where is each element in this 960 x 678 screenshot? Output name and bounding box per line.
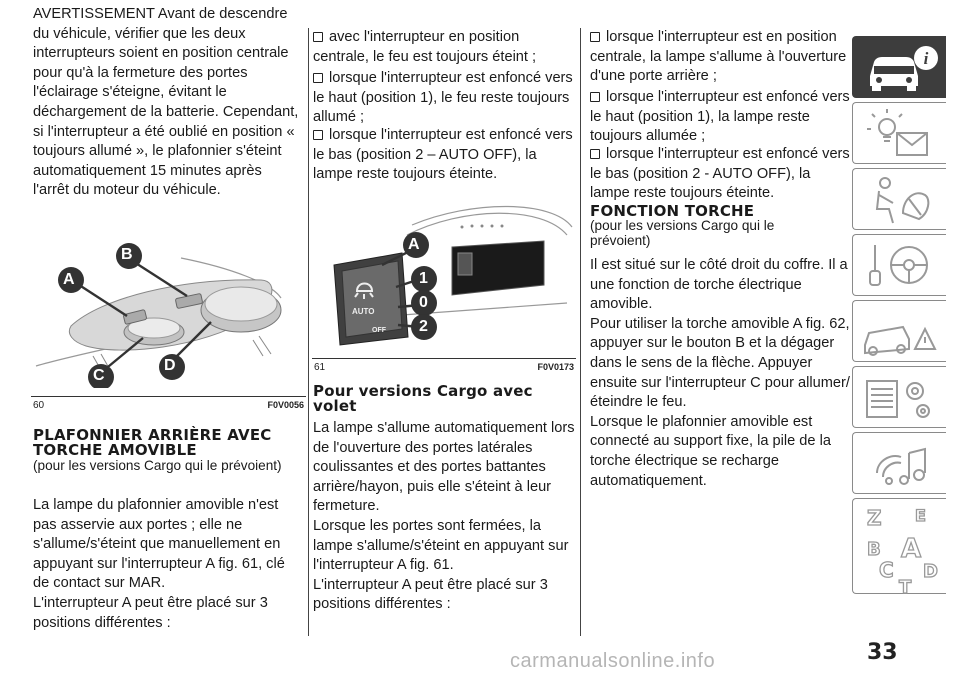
figure-61-number: 61: [314, 362, 326, 373]
checkbox-icon: [313, 32, 323, 42]
bullet-item: lorsque l'interrupteur est enfoncé vers le haut (position 1), le feu reste toujours allumé ;: [313, 70, 573, 126]
svg-text:i: i: [923, 49, 929, 68]
checkbox-icon: [590, 32, 600, 42]
callout-0: 0: [419, 294, 428, 311]
figure-61: [312, 195, 577, 353]
figure-60: [31, 238, 306, 388]
index-letter: C: [879, 558, 894, 582]
maintenance-icon: [853, 367, 947, 429]
index-letter: T: [899, 577, 912, 595]
bullet-item: lorsque l'interrupteur est enfoncé vers le bas (position 2 – AUTO OFF), la lampe reste toujours éteinte.: [313, 127, 573, 183]
figure-61-rule: [312, 358, 576, 359]
watermark: carmanualsonline.info: [510, 650, 716, 672]
checkbox-icon: [313, 130, 323, 140]
bullet-item: avec l'interrupteur en position centrale, le feu est toujours éteint ;: [313, 29, 537, 65]
tab-key-steering[interactable]: [852, 234, 946, 296]
index-letter: D: [923, 561, 938, 582]
tab-safety[interactable]: [852, 168, 946, 230]
bullet-item: lorsque l'interrupteur est enfoncé vers le haut (position 1), la lampe reste toujours allumée ;: [590, 89, 850, 145]
figure-61-code: F0V0173: [537, 362, 574, 372]
tab-emergency[interactable]: [852, 300, 946, 362]
section-heading-cargo-volet: Pour versions Cargo avec volet: [313, 382, 533, 415]
multimedia-icon: [853, 433, 947, 495]
bullet-item: lorsque l'interrupteur est en position centrale, la lampe s'allume à l'ouverture d'une porte arrière ;: [590, 29, 847, 85]
figure-60-caption: [33, 400, 304, 411]
callout-a: A: [408, 236, 420, 253]
cargo-volet-body: La lampe s'allume automatiquement lors de l'ouverture des portes latérales coulissantes et des portes battantes arrière/hayon, puis elle s'éteint à leur fermeture. Lorsque les portes sont fermées, la lampe s'allume/s'éteint en appuyant sur l'interrupteur A fig. 61. L'interrupteur A peut être placé sur 3 positions différentes :: [313, 420, 575, 613]
tab-maintenance[interactable]: [852, 366, 946, 428]
callout-b: B: [121, 246, 133, 263]
index-letter: E: [915, 506, 926, 525]
section-subheading-plafonnier: (pour les versions Cargo qui le prévoient): [33, 458, 282, 473]
callout-d: D: [164, 357, 176, 374]
switch-label-off: OFF: [372, 327, 386, 334]
section-heading-plafonnier: PLAFONNIER ARRIÈRE AVEC TORCHE AMOVIBLE: [33, 426, 272, 459]
figure-60-number: 60: [33, 400, 45, 411]
index-letter: Z: [867, 506, 882, 530]
callout-c: C: [93, 367, 105, 384]
bullet-item: lorsque l'interrupteur est enfoncé vers le bas (position 2 - AUTO OFF), la lampe reste toujours éteinte.: [590, 146, 850, 202]
column-divider-2: [580, 28, 581, 636]
section-heading-torche: FONCTION TORCHE: [590, 202, 755, 220]
figure-60-rule: [31, 396, 306, 397]
torche-body: Il est situé sur le côté droit du coffre. Il a une fonction de torche électrique amovible. Pour utiliser la torche amovible A fig. 62, appuyer sur le bouton B et la dégager dans le sens de la flèche. Appuyer ensuite sur l'interrupteur C pour allumer/éteindre le feu. Lorsque le plafonnier amovible est connecté au support fixe, la pile de la torche électrique se recharge automatiquement.: [590, 257, 850, 489]
tab-warning-lights[interactable]: [852, 102, 946, 164]
cargo-switch-illustration: [312, 195, 577, 353]
index-letter: A: [901, 534, 922, 564]
checkbox-icon: [590, 92, 600, 102]
column-divider-1: [308, 28, 309, 636]
checkbox-icon: [313, 73, 323, 83]
key-steering-icon: [853, 235, 947, 297]
callout-1: 1: [419, 270, 428, 287]
page-number: 33: [867, 640, 898, 665]
warning-lights-icon: [853, 103, 947, 165]
tab-car-info[interactable]: [852, 36, 946, 98]
callout-a: A: [63, 271, 75, 288]
callout-2: 2: [419, 318, 428, 335]
car-info-icon: [852, 36, 946, 98]
emergency-car-icon: [853, 301, 947, 363]
safety-airbag-icon: [853, 169, 947, 231]
index-letter: B: [867, 539, 881, 560]
section-subheading-torche: (pour les versions Cargo qui le prévoient): [590, 218, 775, 248]
switch-label-auto: AUTO: [352, 307, 375, 316]
plafonnier-body: La lampe du plafonnier amovible n'est pas asservie aux portes ; elle ne s'allume/s'éteint que manuellement en appuyant sur l'interrupteur A fig. 61, clé de contact sur MAR. L'interrupteur A peut être placé sur 3 positions différentes :: [33, 497, 285, 631]
tab-index[interactable]: [852, 498, 946, 594]
tab-multimedia[interactable]: [852, 432, 946, 494]
warning-paragraph: AVERTISSEMENT Avant de descendre du véhicule, vérifier que les deux interrupteurs soient en position centrale pour qu'à la fermeture des portes l'éclairage s'éteigne, évitant le déchargement de la batterie. Cependant, si l'interrupteur a été oublié en position « toujours allumé », le plafonnier s'éteint automatiquement 15 minutes après l'arrêt du moteur du véhicule.: [33, 6, 299, 199]
checkbox-icon: [590, 149, 600, 159]
figure-61-caption: [314, 362, 574, 373]
index-letters-icon: [853, 499, 947, 595]
figure-60-code: F0V0056: [267, 400, 304, 410]
